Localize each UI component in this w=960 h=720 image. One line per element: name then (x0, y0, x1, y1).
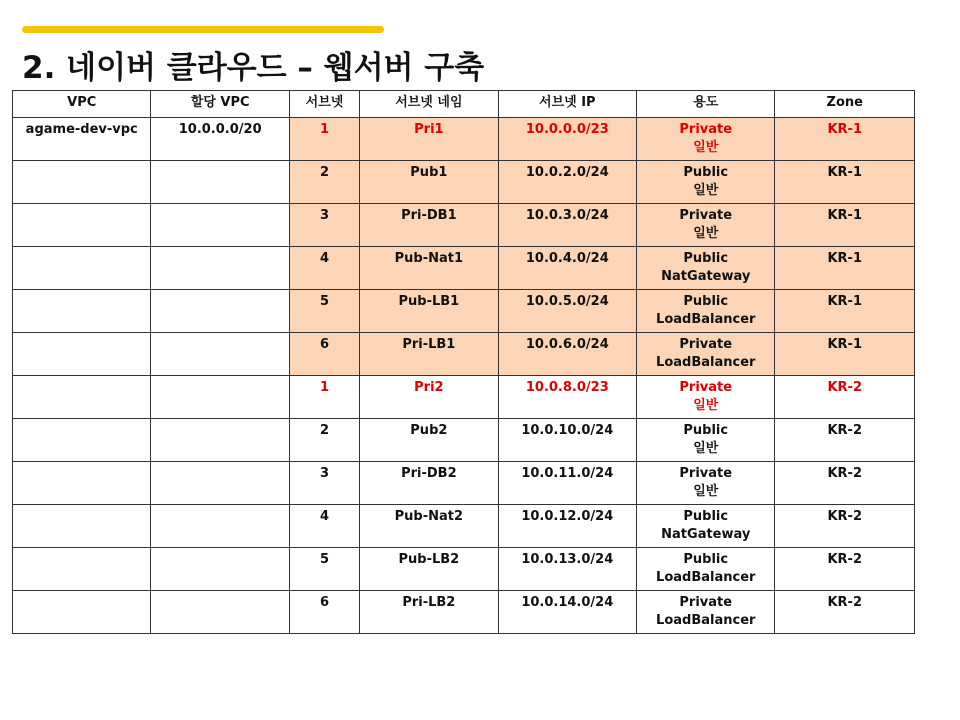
purpose-type: Public (683, 251, 729, 266)
cell-purpose (637, 204, 775, 247)
table-row (13, 376, 915, 419)
cell-purpose (637, 290, 775, 333)
table-row (13, 290, 915, 333)
cell-allocated-vpc (151, 204, 289, 247)
cell-vpc (13, 591, 151, 634)
cell-zone: KR-2 (775, 591, 915, 634)
cell-vpc (13, 376, 151, 419)
cell-allocated-vpc (151, 591, 289, 634)
table-row (13, 161, 915, 204)
cell-purpose (637, 591, 775, 634)
purpose-type: Private (679, 337, 733, 352)
table-row (13, 247, 915, 290)
cell-subnet-number: 5 (289, 290, 359, 333)
cell-subnet-number: 6 (289, 591, 359, 634)
purpose-detail: LoadBalancer (656, 570, 756, 585)
purpose-type: Public (683, 294, 729, 309)
cell-allocated-vpc: 10.0.0.0/20 (151, 118, 289, 161)
purpose-type: Public (683, 552, 729, 567)
table-row (13, 591, 915, 634)
cell-purpose (637, 505, 775, 548)
table-row (13, 419, 915, 462)
purpose-detail: NatGateway (661, 269, 751, 284)
header-vpc: VPC (13, 91, 151, 118)
cell-vpc (13, 462, 151, 505)
purpose-type: Public (683, 509, 729, 524)
cell-zone: KR-1 (775, 290, 915, 333)
cell-subnet-number: 1 (289, 118, 359, 161)
header-zone: Zone (775, 91, 915, 118)
cell-vpc (13, 204, 151, 247)
cell-subnet-name: Pri-DB2 (360, 462, 498, 505)
purpose-type: Private (679, 466, 733, 481)
cell-subnet-name: Pub-LB2 (360, 548, 498, 591)
cell-subnet-name: Pri-LB2 (360, 591, 498, 634)
table-row (13, 204, 915, 247)
cell-vpc (13, 247, 151, 290)
cell-allocated-vpc (151, 376, 289, 419)
cell-subnet-number: 6 (289, 333, 359, 376)
cell-subnet-number: 3 (289, 462, 359, 505)
subnet-table (12, 90, 915, 634)
cell-purpose (637, 118, 775, 161)
cell-subnet-number: 4 (289, 505, 359, 548)
cell-zone: KR-2 (775, 462, 915, 505)
cell-subnet-name: Pub1 (360, 161, 498, 204)
cell-subnet-number: 2 (289, 161, 359, 204)
header-subnet-ip: 서브넷 IP (498, 91, 636, 118)
purpose-detail: 일반 (693, 140, 719, 155)
cell-subnet-number: 4 (289, 247, 359, 290)
cell-vpc (13, 505, 151, 548)
purpose-type: Private (679, 122, 733, 137)
purpose-type: Public (683, 165, 729, 180)
cell-purpose (637, 161, 775, 204)
purpose-type: Private (679, 595, 733, 610)
cell-zone: KR-1 (775, 118, 915, 161)
table-row (13, 333, 915, 376)
cell-vpc (13, 419, 151, 462)
cell-zone: KR-2 (775, 505, 915, 548)
cell-allocated-vpc (151, 333, 289, 376)
cell-subnet-name: Pub-Nat2 (360, 505, 498, 548)
cell-purpose (637, 247, 775, 290)
slide-title: 2. 네이버 클라우드 – 웹서버 구축 (22, 50, 485, 86)
cell-purpose (637, 548, 775, 591)
purpose-type: Private (679, 208, 733, 223)
cell-subnet-ip: 10.0.3.0/24 (498, 204, 636, 247)
cell-allocated-vpc (151, 247, 289, 290)
purpose-detail: 일반 (693, 226, 719, 241)
table-row (13, 462, 915, 505)
cell-subnet-number: 2 (289, 419, 359, 462)
cell-subnet-ip: 10.0.12.0/24 (498, 505, 636, 548)
purpose-detail: 일반 (693, 398, 719, 413)
cell-zone: KR-1 (775, 247, 915, 290)
purpose-detail: NatGateway (661, 527, 751, 542)
purpose-detail: LoadBalancer (656, 355, 756, 370)
header-purpose: 용도 (637, 91, 775, 118)
cell-subnet-ip: 10.0.4.0/24 (498, 247, 636, 290)
cell-vpc (13, 333, 151, 376)
cell-subnet-name: Pri1 (360, 118, 498, 161)
cell-subnet-name: Pri-DB1 (360, 204, 498, 247)
cell-vpc (13, 548, 151, 591)
cell-subnet-ip: 10.0.10.0/24 (498, 419, 636, 462)
cell-purpose (637, 333, 775, 376)
header-subnet: 서브넷 (289, 91, 359, 118)
cell-allocated-vpc (151, 548, 289, 591)
purpose-detail: LoadBalancer (656, 312, 756, 327)
purpose-type: Private (679, 380, 733, 395)
cell-purpose (637, 376, 775, 419)
purpose-detail: LoadBalancer (656, 613, 756, 628)
cell-subnet-ip: 10.0.11.0/24 (498, 462, 636, 505)
cell-vpc: agame-dev-vpc (13, 118, 151, 161)
cell-zone: KR-2 (775, 419, 915, 462)
cell-subnet-name: Pub2 (360, 419, 498, 462)
cell-subnet-number: 5 (289, 548, 359, 591)
purpose-detail: 일반 (693, 484, 719, 499)
cell-subnet-ip: 10.0.8.0/23 (498, 376, 636, 419)
cell-allocated-vpc (151, 161, 289, 204)
cell-subnet-number: 3 (289, 204, 359, 247)
purpose-detail: 일반 (693, 183, 719, 198)
cell-allocated-vpc (151, 290, 289, 333)
cell-vpc (13, 290, 151, 333)
cell-vpc (13, 161, 151, 204)
cell-subnet-name: Pub-Nat1 (360, 247, 498, 290)
cell-subnet-name: Pri2 (360, 376, 498, 419)
purpose-type: Public (683, 423, 729, 438)
cell-zone: KR-2 (775, 376, 915, 419)
cell-subnet-name: Pub-LB1 (360, 290, 498, 333)
header-allocated-vpc: 할당 VPC (151, 91, 289, 118)
table-header-row (13, 91, 915, 118)
cell-subnet-ip: 10.0.14.0/24 (498, 591, 636, 634)
header-subnet-name: 서브넷 네임 (360, 91, 498, 118)
cell-purpose (637, 462, 775, 505)
cell-subnet-name: Pri-LB1 (360, 333, 498, 376)
table-row (13, 548, 915, 591)
cell-subnet-number: 1 (289, 376, 359, 419)
cell-subnet-ip: 10.0.13.0/24 (498, 548, 636, 591)
purpose-detail: 일반 (693, 441, 719, 456)
cell-zone: KR-1 (775, 161, 915, 204)
cell-subnet-ip: 10.0.5.0/24 (498, 290, 636, 333)
cell-purpose (637, 419, 775, 462)
cell-allocated-vpc (151, 505, 289, 548)
cell-subnet-ip: 10.0.0.0/23 (498, 118, 636, 161)
table-row (13, 118, 915, 161)
table-body (13, 118, 915, 634)
cell-zone: KR-2 (775, 548, 915, 591)
cell-allocated-vpc (151, 462, 289, 505)
cell-allocated-vpc (151, 419, 289, 462)
title-accent-bar (22, 26, 384, 33)
cell-subnet-ip: 10.0.6.0/24 (498, 333, 636, 376)
table-row (13, 505, 915, 548)
cell-subnet-ip: 10.0.2.0/24 (498, 161, 636, 204)
cell-zone: KR-1 (775, 333, 915, 376)
cell-zone: KR-1 (775, 204, 915, 247)
